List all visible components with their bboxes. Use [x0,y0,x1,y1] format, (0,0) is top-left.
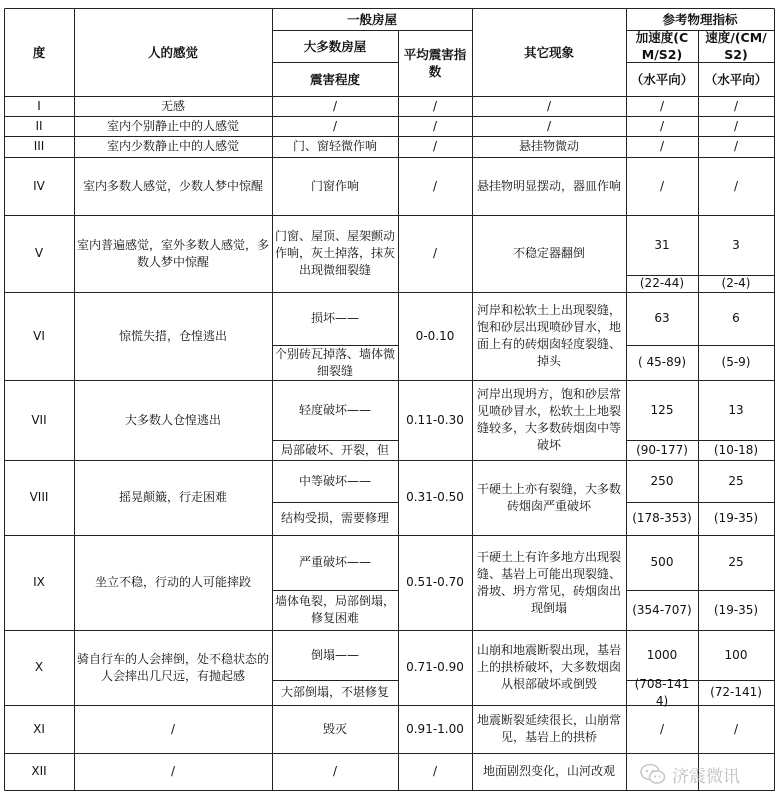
other-phenomena-cell: / [546,118,552,133]
damage-index-cell: 0.51-0.70 [406,575,464,589]
velocity-cell: 25 [728,555,744,569]
degree-cell: II [35,118,43,133]
header-most-houses: 大多数房屋 [303,38,367,54]
damage-cell: / [332,764,338,778]
velocity-cell: 25 [728,473,744,488]
degree-cell: VI [33,328,45,343]
velocity-cell: 6 [732,311,740,325]
other-phenomena-cell: 悬挂物明显摆动，器皿作响 [476,178,621,193]
damage-cell: 门窗作响 [310,178,359,193]
acceleration-cell: / [659,98,665,113]
acceleration-range-cell: (178-353) [632,511,692,525]
feeling-cell: 室内多数人感觉，少数人梦中惊醒 [82,178,263,193]
degree-cell: V [34,246,44,260]
feeling-cell: 室内普遍感觉，室外多数人感觉，多数人梦中惊醒 [77,237,270,269]
damage-detail-cell: 结构受损，需要修理 [280,511,389,525]
other-phenomena-cell: 地震断裂延续很长，山崩常见，基岩上的拱桥 [476,713,621,744]
damage-cell: / [332,118,338,133]
other-phenomena-cell: 悬挂物微动 [518,139,579,153]
acceleration-range-cell: (22-44) [639,276,685,290]
damage-detail-cell: 大部倒塌，不堪修复 [280,685,389,699]
other-phenomena-cell: 地面剧烈变化，山河改观 [482,764,615,778]
feeling-cell: 大多数人仓惶逃出 [124,412,221,427]
velocity-cell: 13 [728,402,744,417]
feeling-cell: / [170,764,176,778]
damage-cell: 轻度破坏—— [298,402,371,417]
degree-cell: IX [33,575,45,589]
damage-detail-cell: 墙体龟裂，局部倒塌，修复困难 [275,594,396,625]
damage-index-cell: 0.71-0.90 [406,660,464,674]
header-reference-physical: 参考物理指标 [662,11,738,27]
acceleration-cell: 125 [650,402,674,417]
acceleration-cell: 31 [654,237,670,252]
velocity-range-cell: (72-141) [710,685,762,699]
velocity-range-cell: (2-4) [721,276,751,290]
velocity-cell: 3 [732,237,740,252]
other-phenomena-cell: 河岸出现坍方，饱和砂层常见喷砂冒水，松软土上地裂缝较多，大多数砖烟囱中等破坏 [476,387,621,452]
damage-detail-cell: 局部破坏、开裂，但 [280,442,389,457]
damage-cell: 损坏—— [310,311,359,325]
acceleration-range-cell: ( 45-89) [637,355,687,369]
degree-cell: IV [33,178,45,193]
acceleration-cell: 250 [650,473,674,488]
header-horizontal-acc: （水平向） [630,71,694,87]
feeling-cell: 室内个别静止中的人感觉 [106,118,239,133]
damage-cell: 门窗、屋顶、屋架颤动作响，灰土掉落，抹灰出现微细裂缝 [275,229,396,277]
degree-cell: VII [31,412,47,427]
damage-detail-cell: 个别砖瓦掉落、墙体微细裂缝 [275,346,396,378]
feeling-cell: / [170,721,176,736]
other-phenomena-cell: / [546,98,552,113]
acceleration-cell: / [659,118,665,133]
velocity-range-cell: (19-35) [713,511,759,525]
velocity-cell: 100 [724,647,748,662]
damage-index-cell: / [432,98,438,113]
other-phenomena-cell: 不稳定器翻倒 [512,246,585,260]
acceleration-range-cell: (354-707) [632,602,692,617]
acceleration-cell: / [659,139,665,153]
feeling-cell: 室内少数静止中的人感觉 [106,139,239,153]
velocity-range-cell: (5-9) [721,355,751,369]
header-damage-degree: 震害程度 [309,71,360,87]
feeling-cell: 摇晃颠簸，行走困难 [118,490,227,504]
damage-index-cell: / [432,118,438,133]
header-horizontal-vel: （水平向） [704,71,768,87]
other-phenomena-cell: 干硬土上有许多地方出现裂缝、基岩上可能出现裂缝、滑坡、坍方常见，砖烟囱出现倒塌 [476,549,621,615]
acceleration-cell: 500 [650,555,674,569]
header-degree: 度 [32,44,46,60]
damage-index-cell: / [432,178,438,193]
damage-cell: / [332,98,338,113]
velocity-cell: / [733,721,739,736]
damage-index-cell: / [432,246,438,260]
header-avg-damage-index: 平均震害指数 [403,47,467,79]
velocity-cell: / [733,178,739,193]
damage-cell: 毁灭 [322,721,347,736]
acceleration-cell: / [659,178,665,193]
degree-cell: I [37,98,41,113]
header-velocity: 速度/(CM/S2) [705,30,767,62]
damage-index-cell: 0-0.10 [415,328,455,343]
acceleration-range-cell: (708-1414) [634,676,690,708]
damage-cell: 倒塌—— [310,647,359,662]
degree-cell: XI [33,721,45,736]
header-human-feeling: 人的感觉 [147,44,198,60]
degree-cell: XII [31,764,47,778]
acceleration-cell: 1000 [646,647,678,662]
other-phenomena-cell: 干硬土上亦有裂缝，大多数砖烟囱严重破坏 [476,481,621,513]
velocity-cell: / [733,118,739,133]
degree-cell: VIII [29,490,49,504]
damage-index-cell: 0.31-0.50 [406,490,464,504]
damage-index-cell: 0.91-1.00 [406,721,464,736]
velocity-range-cell: (19-35) [713,602,759,617]
degree-cell: III [33,139,45,153]
header-general-housing: 一般房屋 [346,11,397,27]
damage-index-cell: / [432,764,438,778]
acceleration-cell: 63 [654,311,670,325]
acceleration-range-cell: (90-177) [636,442,688,457]
damage-index-cell: 0.11-0.30 [406,412,464,427]
acceleration-cell: / [659,721,665,736]
other-phenomena-cell: 河岸和松软土上出现裂缝，饱和砂层出现喷砂冒水，地面上有的砖烟囱轻度裂缝、掉头 [476,303,621,368]
header-other-phenomena: 其它现象 [523,44,574,60]
feeling-cell: 惊慌失措，仓惶逃出 [118,328,227,343]
damage-index-cell: / [432,139,438,153]
velocity-range-cell: (10-18) [713,442,759,457]
velocity-cell: / [733,98,739,113]
damage-cell: 门、窗轻微作响 [292,139,377,153]
other-phenomena-cell: 山崩和地震断裂出现，基岩上的拱桥破坏，大多数烟囱从根部破坏或倒毁 [476,643,621,691]
velocity-cell: / [733,139,739,153]
feeling-cell: 坐立不稳，行动的人可能摔跤 [94,575,251,589]
damage-cell: 严重破坏—— [298,555,371,569]
feeling-cell: 无感 [160,98,185,113]
degree-cell: X [34,660,44,674]
watermark-text: 济震微讯 [672,766,740,787]
damage-cell: 中等破坏—— [298,473,371,488]
header-acceleration: 加速度(CM/S2) [635,30,689,62]
feeling-cell: 骑自行车的人会摔倒，处不稳状态的人会摔出几尺远，有抛起感 [77,651,270,683]
